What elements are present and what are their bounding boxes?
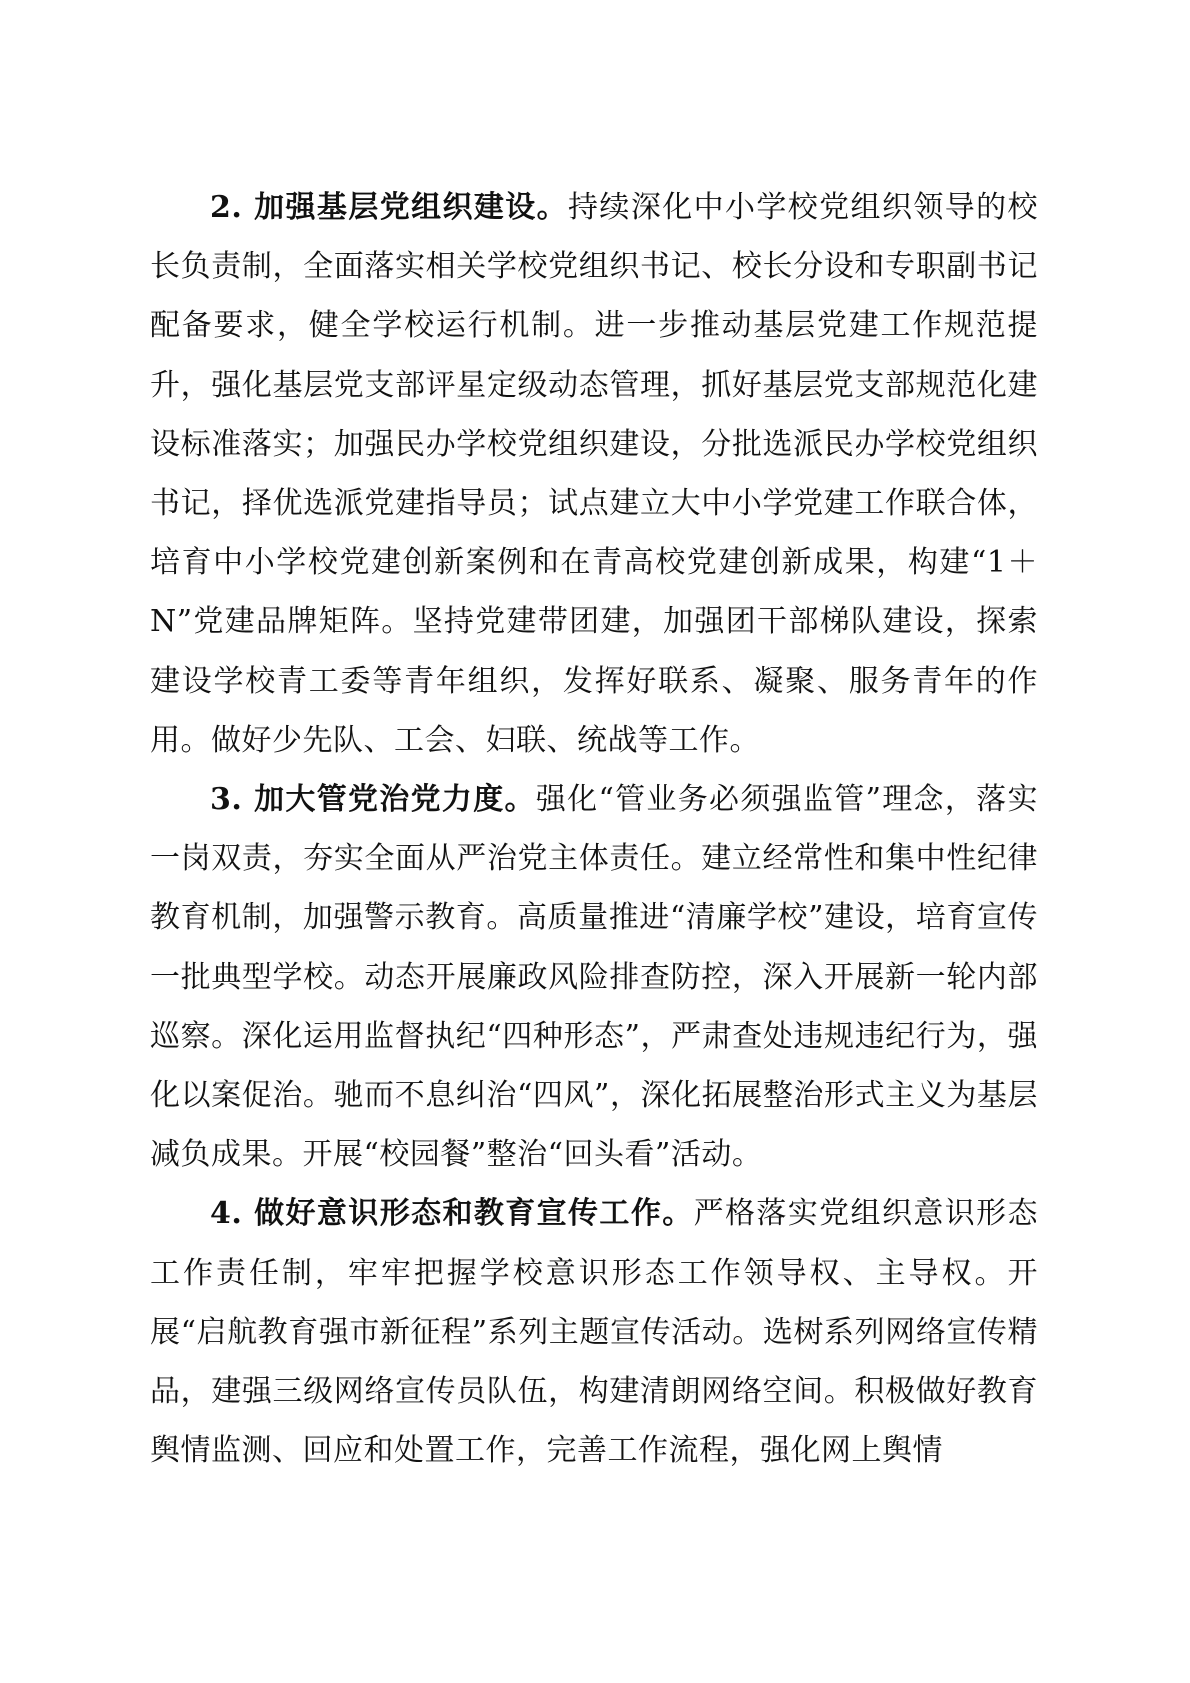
- paragraph-party-governance: [150, 770, 1038, 1184]
- document-body: [150, 178, 1038, 1480]
- paragraph-text: 严格落实党组织意识形态工作责任制，牢牢把握学校意识形态工作领导权、主导权。开展“启航教育强市新征程”系列主题宣传活动。选树系列网络宣传精品，建强三级网络宣传员队伍，构建清朗网络空间。积极做好教育舆情监测、回应和处置工作，完善工作流程，强化网上舆情: [150, 1196, 1039, 1469]
- paragraph-heading: 3. 加大管党治党力度。: [210, 782, 536, 818]
- paragraph-heading: 2. 加强基层党组织建设。: [210, 190, 569, 225]
- paragraph-party-organization: [150, 178, 1038, 770]
- paragraph-text: 持续深化中小学校党组织领导的校长负责制，全面落实相关学校党组织书记、校长分设和专职副书记配备要求，健全学校运行机制。进一步推动基层党建工作规范提升，强化基层党支部评星定级动态管理，抓好基层党支部规范化建设标准落实；加强民办学校党组织建设，分批选派民办学校党组织书记，择优选派党建指导员；试点建立大中小学党建工作联合体，培育中小学校党建创新案例和在青高校党建创新成果，构建“1＋N”党建品牌矩阵。坚持党建带团建，加强团干部梯队建设，探索建设学校青工委等青年组织，发挥好联系、凝聚、服务青年的作用。做好少先队、工会、妇联、统战等工作。: [150, 190, 1038, 758]
- paragraph-text: 强化“管业务必须强监管”理念，落实一岗双责，夯实全面从严治党主体责任。建立经常性和集中性纪律教育机制，加强警示教育。高质量推进“清廉学校”建设，培育宣传一批典型学校。动态开展廉政风险排查防控，深入开展新一轮内部巡察。深化运用监督执纪“四种形态”，严肃查处违规违纪行为，强化以案促治。驰而不息纠治“四风”，深化拓展整治形式主义为基层减负成果。开展“校园餐”整治“回头看”活动。: [150, 782, 1038, 1173]
- paragraph-ideology-publicity: [150, 1184, 1038, 1480]
- paragraph-heading: 4. 做好意识形态和教育宣传工作。: [210, 1196, 694, 1232]
